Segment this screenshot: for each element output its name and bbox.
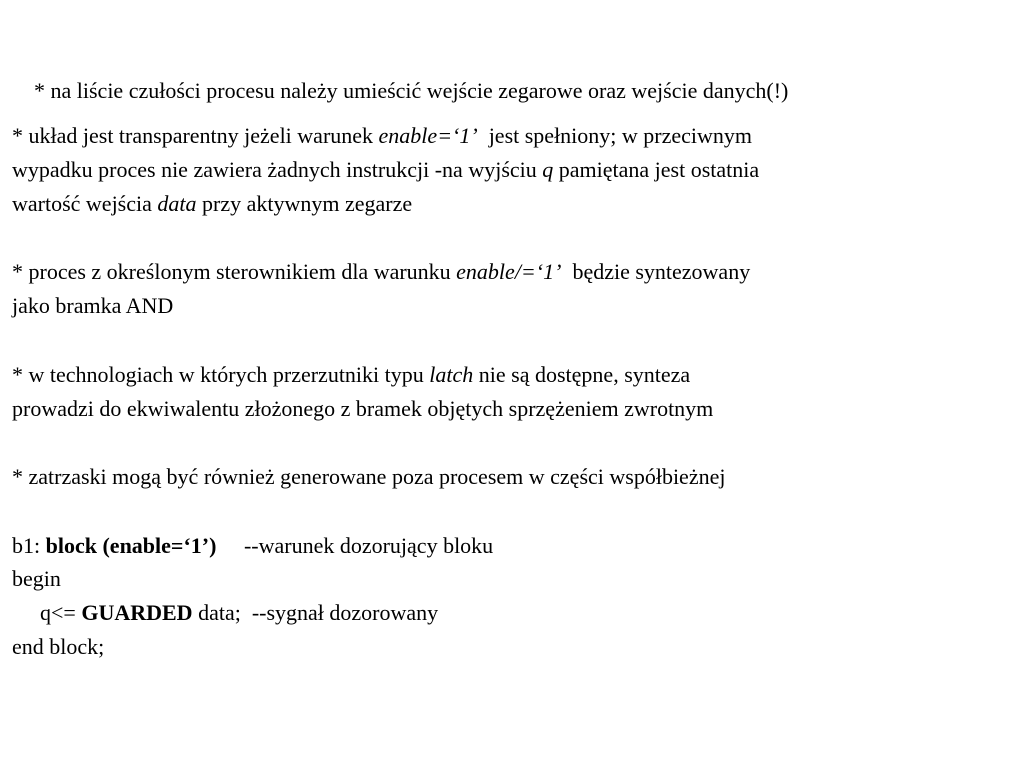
bullet-text: prowadzi do ekwiwalentu złożonego z bramek objętych sprzężeniem zwrotnym	[12, 396, 714, 421]
bullet-transparent-line-2	[12, 158, 759, 182]
code-label: b1:	[12, 533, 46, 558]
bullet-sensitivity-list	[12, 55, 788, 127]
bullet-text: nie są dostępne, synteza	[473, 362, 691, 387]
bullet-text: jako bramka AND	[12, 293, 174, 318]
code-end-block	[12, 635, 104, 659]
bullet-transparent-line-1	[12, 124, 752, 148]
bullet-text: wypadku proces nie zawiera żadnych instrukcji -na wyjściu	[12, 157, 543, 182]
bullet-text: * zatrzaski mogą być również generowane poza procesem w części współbieżnej	[12, 464, 726, 489]
bullet-text: jest spełniony; w przeciwnym	[477, 123, 753, 148]
bullet-text: pamiętana jest ostatnia	[553, 157, 760, 182]
code-text: q<=	[40, 600, 82, 625]
bullet-and-gate-line-2	[12, 294, 173, 318]
code-begin	[12, 567, 61, 591]
bullet-text: * w technologiach w których przerzutniki typu	[12, 362, 430, 387]
bullet-concurrent-latches	[12, 465, 725, 489]
signal-q: q	[542, 157, 554, 182]
bullet-and-gate-line-1	[12, 260, 750, 284]
code-assignment	[40, 601, 438, 625]
bullet-text: przy aktywnym zegarze	[196, 191, 413, 216]
bullet-text: * na liście czułości procesu należy umieścić wejście zegarowe oraz wejście danych(!)	[34, 78, 789, 103]
bullet-text: * proces z określonym sterownikiem dla warunku	[12, 259, 457, 284]
code-keyword: end block;	[12, 634, 105, 659]
bullet-latch-line-1	[12, 363, 690, 387]
bullet-text: będzie syntezowany	[561, 259, 751, 284]
code-guarded-keyword: GUARDED	[81, 600, 193, 625]
code-text: data; --sygnał dozorowany	[192, 600, 439, 625]
enable-condition: enable=‘1’	[378, 123, 478, 148]
bullet-text: * układ jest transparentny jeżeli warunek	[12, 123, 379, 148]
code-block-header	[12, 534, 493, 558]
bullet-latch-line-2	[12, 397, 713, 421]
bullet-transparent-line-3	[12, 192, 412, 216]
code-comment: --warunek dozorujący bloku	[216, 533, 494, 558]
term-latch: latch	[429, 362, 474, 387]
signal-data: data	[157, 191, 197, 216]
code-keyword: begin	[12, 566, 61, 591]
code-block-keyword: block (enable=‘1’)	[45, 533, 217, 558]
bullet-text: wartość wejścia	[12, 191, 158, 216]
enable-condition: enable/=‘1’	[456, 259, 562, 284]
